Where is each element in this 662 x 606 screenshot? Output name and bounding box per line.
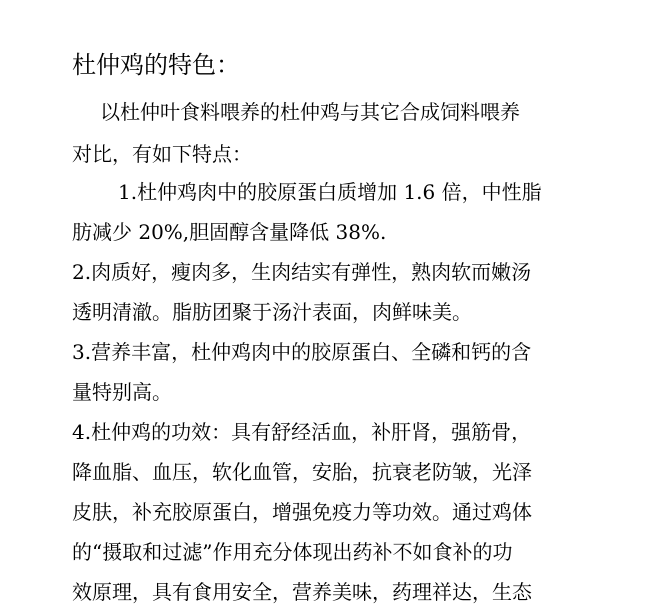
paragraph-2-line-1: 1.杜仲鸡肉中的胶原蛋白质增加 1.6 倍，中性脂 [118,180,542,204]
paragraph-4-line-2: 量特别高。 [72,380,172,404]
paragraph-5-line-1: 4.杜仲鸡的功效：具有舒经活血，补肝肾，强筋骨， [72,420,532,444]
paragraph-5-line-2: 降血脂、血压，软化血管，安胎，抗衰老防皱，光泽 [72,460,532,484]
paragraph-3-line-2: 透明清澈。脂肪团聚于汤汁表面，肉鲜味美。 [72,300,472,324]
paragraph-5-line-4: 的“摄取和过滤”作用充分体现出药补不如食补的功 [72,540,513,564]
paragraph-1-line-1: 以杜仲叶食料喂养的杜仲鸡与其它合成饲料喂养 [100,100,520,124]
paragraph-3-line-1: 2.肉质好，瘦肉多，生肉结实有弹性，熟肉软而嫩汤 [72,260,532,284]
paragraph-2-line-2: 肪减少 20%,胆固醇含量降低 38%. [72,220,387,244]
paragraph-4-line-1: 3.营养丰富，杜仲鸡肉中的胶原蛋白、全磷和钙的含 [72,340,532,364]
section-heading: 杜仲鸡的特色： [72,51,240,79]
paragraph-5-line-3: 皮肤，补充胶原蛋白，增强免疫力等功效。通过鸡体 [72,500,532,524]
paragraph-5-line-5: 效原理，具有食用安全，营养美味，药理祥达，生态 [72,580,532,604]
paragraph-1-line-2: 对比，有如下特点： [72,142,252,166]
